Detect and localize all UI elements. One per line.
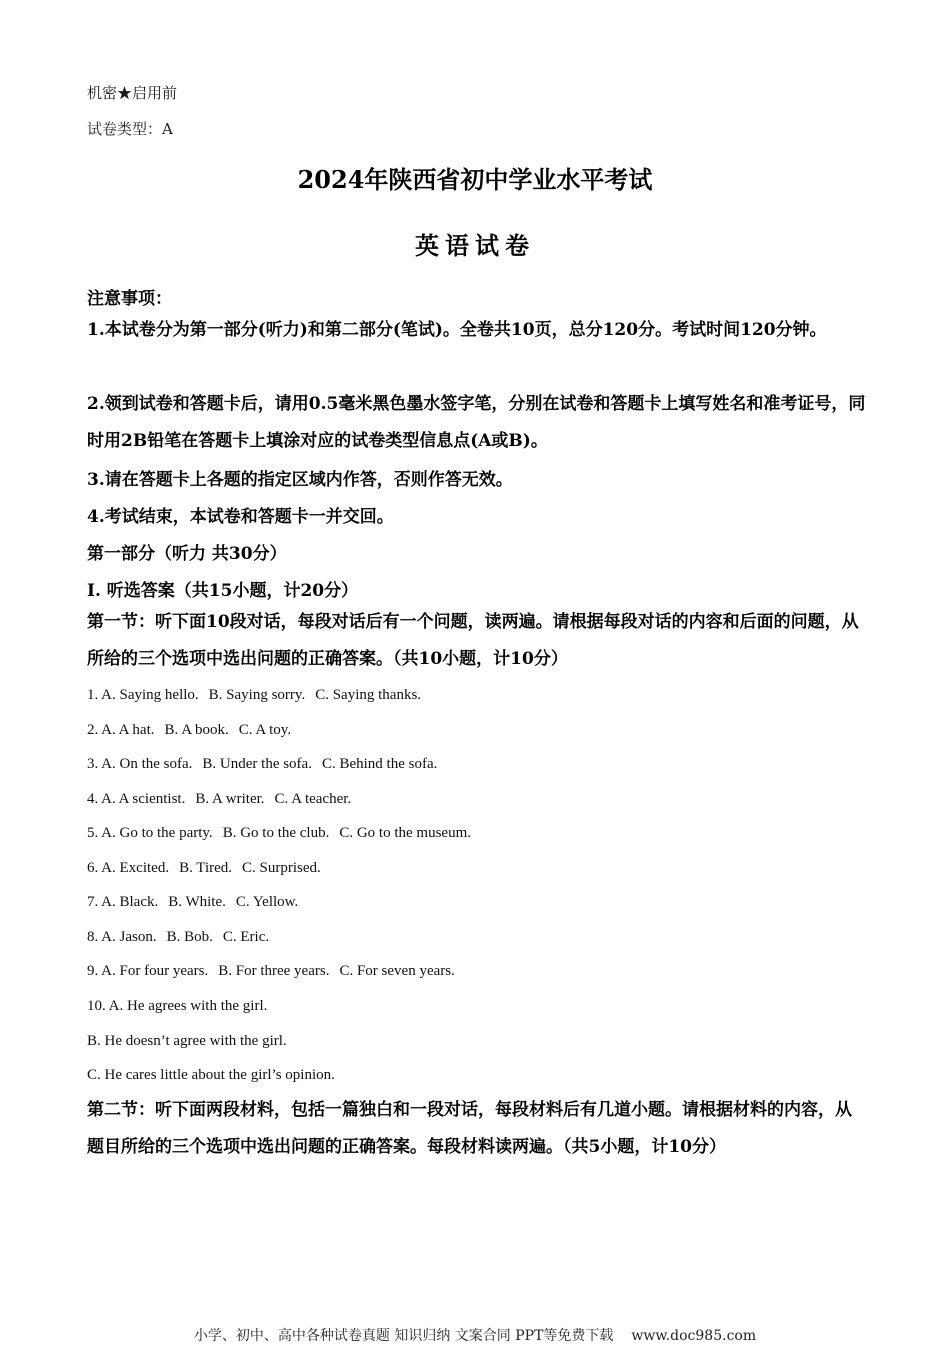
question-option: 7. A. Black. <box>87 894 159 910</box>
section-heading: I. 听选答案（共15小题，计20分） <box>87 581 359 601</box>
question-9 <box>87 963 465 980</box>
question-option: C. A teacher. <box>274 791 352 807</box>
question-option: C. A toy. <box>238 722 292 738</box>
question-option: B. A book. <box>164 722 229 738</box>
question-7 <box>87 894 308 911</box>
paper-type-label: 试卷类型：A <box>87 120 173 138</box>
question-10-option-c: C. He cares little about the girl’s opinion. <box>87 1067 335 1083</box>
note-item-1: 1.本试卷分为第一部分(听力)和第二部分(笔试)。全卷共10页，总分120分。考试时间120分钟。 <box>87 320 827 340</box>
question-3 <box>87 756 447 773</box>
question-2 <box>87 722 301 739</box>
notes-heading: 注意事项： <box>87 289 172 309</box>
question-10-option-a: 10. A. He agrees with the girl. <box>87 998 268 1014</box>
question-option: C. Behind the sofa. <box>321 756 438 772</box>
question-option: C. Go to the museum. <box>339 825 472 841</box>
question-option: 5. A. Go to the party. <box>87 825 213 841</box>
footer-url[interactable]: www.doc985.com <box>631 1328 757 1344</box>
footer <box>0 1325 950 1345</box>
exam-subject: 英语试卷 <box>415 231 535 260</box>
question-option: C. Yellow. <box>235 894 299 910</box>
question-option: B. Bob. <box>166 929 213 945</box>
question-option: B. White. <box>168 894 226 910</box>
section2-instructions: 第二节：听下面两段材料，包括一篇独白和一段对话，每段材料后有几道小题。请根据材料的内容，从题目所给的三个选项中选出问题的正确答案。每段材料读两遍。（共5小题，计10分） <box>87 1100 852 1157</box>
question-option: B. A writer. <box>195 791 265 807</box>
question-option: 2. A. A hat. <box>87 722 155 738</box>
confidential-label: 机密★启用前 <box>87 84 178 102</box>
question-option: 6. A. Excited. <box>87 860 170 876</box>
question-option: B. Under the sofa. <box>202 756 312 772</box>
question-option: B. Go to the club. <box>222 825 330 841</box>
note-item-2: 2.领到试卷和答题卡后，请用0.5毫米黑色墨水签字笔，分别在试卷和答题卡上填写姓名和准考证号，同时用2B铅笔在答题卡上填涂对应的试卷类型信息点(A或B)。 <box>87 394 866 451</box>
question-option: 3. A. On the sofa. <box>87 756 193 772</box>
question-8 <box>87 929 279 946</box>
note-item-3: 3.请在答题卡上各题的指定区域内作答，否则作答无效。 <box>87 470 513 490</box>
question-option: C. For seven years. <box>339 963 455 979</box>
note-item-4: 4.考试结束，本试卷和答题卡一并交回。 <box>87 507 394 527</box>
question-option: B. For three years. <box>218 963 330 979</box>
question-6 <box>87 860 331 877</box>
section1-instructions: 第一节：听下面10段对话，每段对话后有一个问题，读两遍。请根据每段对话的内容和后面的问题，从所给的三个选项中选出问题的正确答案。（共10小题，计10分） <box>87 612 859 669</box>
question-4 <box>87 791 361 808</box>
question-10-option-b: B. He doesn’t agree with the girl. <box>87 1033 287 1049</box>
question-1 <box>87 687 431 704</box>
question-option: C. Saying thanks. <box>315 687 422 703</box>
question-option: C. Eric. <box>222 929 270 945</box>
footer-text: 小学、初中、高中各种试卷真题 知识归纳 文案合同 PPT等免费下载 <box>193 1328 614 1344</box>
question-option: 4. A. A scientist. <box>87 791 186 807</box>
question-option: C. Surprised. <box>242 860 321 876</box>
exam-title: 2024年陕西省初中学业水平考试 <box>297 165 653 194</box>
part1-heading: 第一部分（听力 共30分） <box>87 544 287 564</box>
question-5 <box>87 825 481 842</box>
question-option: 8. A. Jason. <box>87 929 157 945</box>
question-option: B. Tired. <box>179 860 233 876</box>
question-option: B. Saying sorry. <box>208 687 306 703</box>
question-option: 1. A. Saying hello. <box>87 687 199 703</box>
question-option: 9. A. For four years. <box>87 963 209 979</box>
